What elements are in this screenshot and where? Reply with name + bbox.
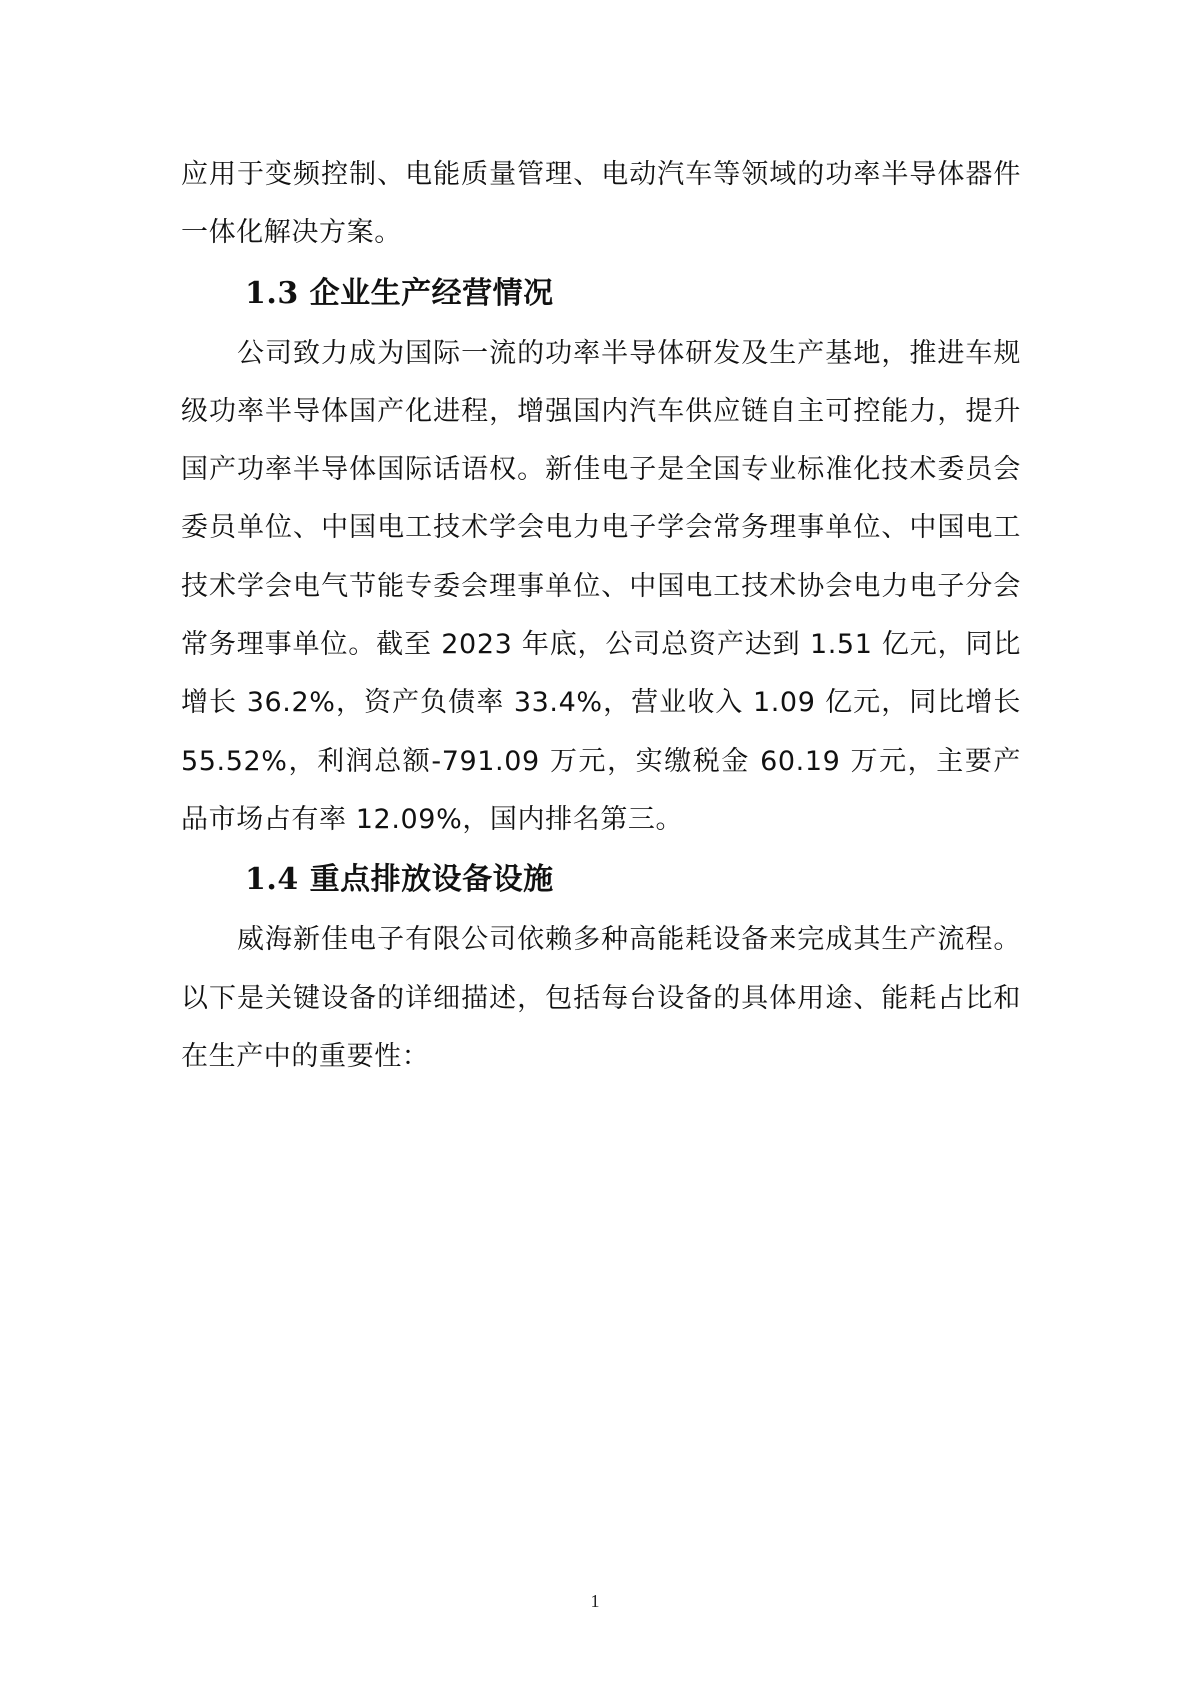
intro-paragraph: 应用于变频控制、电能质量管理、电动汽车等领域的功率半导体器件一体化解决方案。: [181, 159, 1021, 249]
section-heading-1-3: 1.3 企业生产经营情况: [245, 275, 554, 311]
section-1-3-paragraph: 公司致力成为国际一流的功率半导体研发及生产基地，推进车规级功率半导体国产化进程，增强国内汽车供应链自主可控能力，提升国产功率半导体国际话语权。新佳电子是全国专业标准化技术委员会委员单位、中国电工技术学会电力电子学会常务理事单位、中国电工技术学会电气节能专委会理事单位、中国电工技术协会电力电子分会常务理事单位。截至 2023 年底，公司总资产达到 1.51 亿元，同比增长 36.2%，资产负债率 33.4%，营业收入 1.09 亿元，同比增长 55.52%，利润总额-791.09 万元，实缴税金 60.19 万元，主要产品市场占有率 12.09%，国内排名第三。: [181, 337, 1021, 835]
section-heading-1-4: 1.4 重点排放设备设施: [245, 862, 554, 898]
page-number: 1: [590, 1591, 600, 1611]
section-1-4-paragraph: 威海新佳电子有限公司依赖多种高能耗设备来完成其生产流程。以下是关键设备的详细描述，包括每台设备的具体用途、能耗占比和在生产中的重要性：: [181, 924, 1021, 1072]
page-content: [181, 146, 1021, 1086]
